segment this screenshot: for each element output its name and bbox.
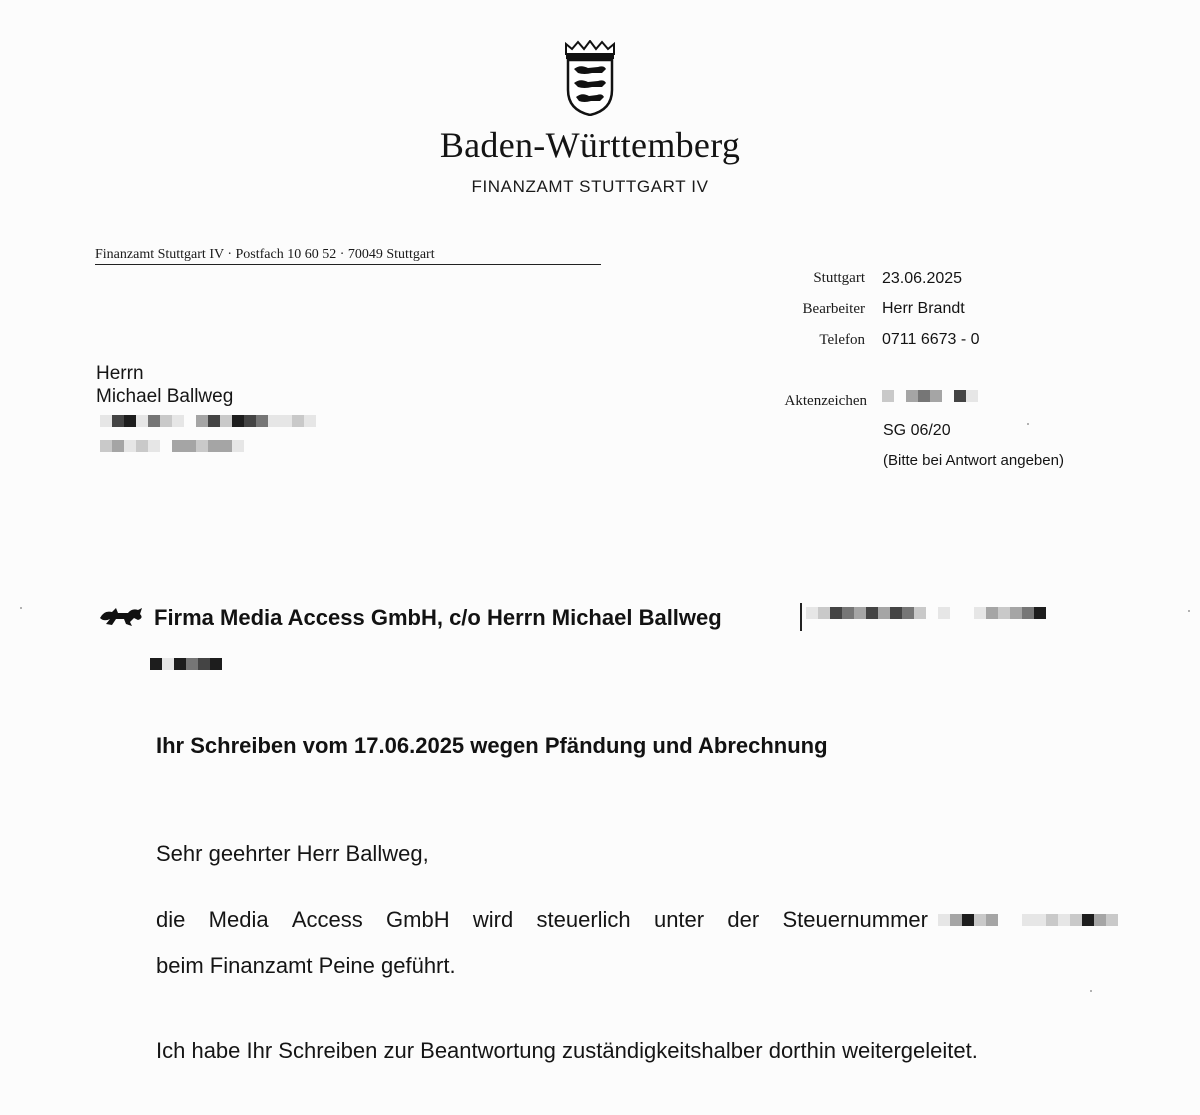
company-city-redaction bbox=[150, 658, 222, 670]
clerk-name: Herr Brandt bbox=[882, 300, 965, 317]
paragraph1-word: Media bbox=[208, 907, 269, 932]
coat-of-arms-icon bbox=[562, 40, 618, 116]
recipient-street-redaction bbox=[100, 415, 316, 427]
paragraph1-word: GmbH bbox=[386, 907, 450, 932]
paragraph1-word: die bbox=[156, 907, 186, 932]
reference-code: SG 06/20 bbox=[883, 422, 951, 439]
greeting: Sehr geehrter Herr Ballweg, bbox=[156, 841, 429, 866]
paragraph1-line1 bbox=[156, 907, 928, 933]
paragraph2: Ich habe Ihr Schreiben zur Beantwortung zuständigkeitshalber dorthin weitergeleitet. bbox=[156, 1038, 978, 1063]
paragraph1-word: unter bbox=[653, 907, 705, 932]
paragraph1-word: Steuernummer bbox=[782, 907, 928, 932]
paragraph1-word: Access bbox=[291, 907, 363, 932]
paragraph1-word: steuerlich bbox=[536, 907, 631, 932]
clerk-label: Bearbeiter bbox=[802, 301, 865, 317]
reference-label: Aktenzeichen bbox=[784, 393, 867, 409]
text-cursor bbox=[800, 603, 802, 631]
state-name: Baden-Württemberg bbox=[439, 125, 741, 165]
recipient-name: Michael Ballweg bbox=[96, 386, 234, 407]
lion-icon bbox=[98, 604, 144, 628]
recipient-salutation: Herrn bbox=[96, 363, 144, 384]
paragraph1-word: wird bbox=[472, 907, 514, 932]
recipient-city-redaction bbox=[100, 440, 244, 452]
reference-redaction bbox=[882, 390, 978, 402]
phone-number: 0711 6673 - 0 bbox=[882, 331, 980, 348]
tax-office-name: FINANZAMT STUTTGART IV bbox=[471, 177, 709, 196]
subject-heading: Ihr Schreiben vom 17.06.2025 wegen Pfändung und Abrechnung bbox=[156, 733, 828, 758]
scan-speck bbox=[1090, 990, 1092, 992]
phone-label: Telefon bbox=[819, 332, 865, 348]
return-address-underline bbox=[95, 264, 601, 265]
tax-number-redaction bbox=[938, 914, 1118, 926]
company-address-redaction bbox=[806, 607, 1046, 619]
paragraph1-line2: beim Finanzamt Peine geführt. bbox=[156, 953, 456, 978]
reference-note: (Bitte bei Antwort angeben) bbox=[883, 452, 1064, 469]
paragraph1-word: der bbox=[727, 907, 760, 932]
subject-company-line: Firma Media Access GmbH, c/o Herrn Michael Ballweg bbox=[154, 605, 722, 630]
scan-speck bbox=[1188, 610, 1190, 612]
letter-date: 23.06.2025 bbox=[882, 270, 963, 287]
place-label: Stuttgart bbox=[813, 270, 865, 286]
scan-speck bbox=[1027, 423, 1029, 425]
scan-speck bbox=[20, 607, 22, 609]
return-address: Finanzamt Stuttgart IV · Postfach 10 60 52 · 70049 Stuttgart bbox=[95, 247, 435, 262]
